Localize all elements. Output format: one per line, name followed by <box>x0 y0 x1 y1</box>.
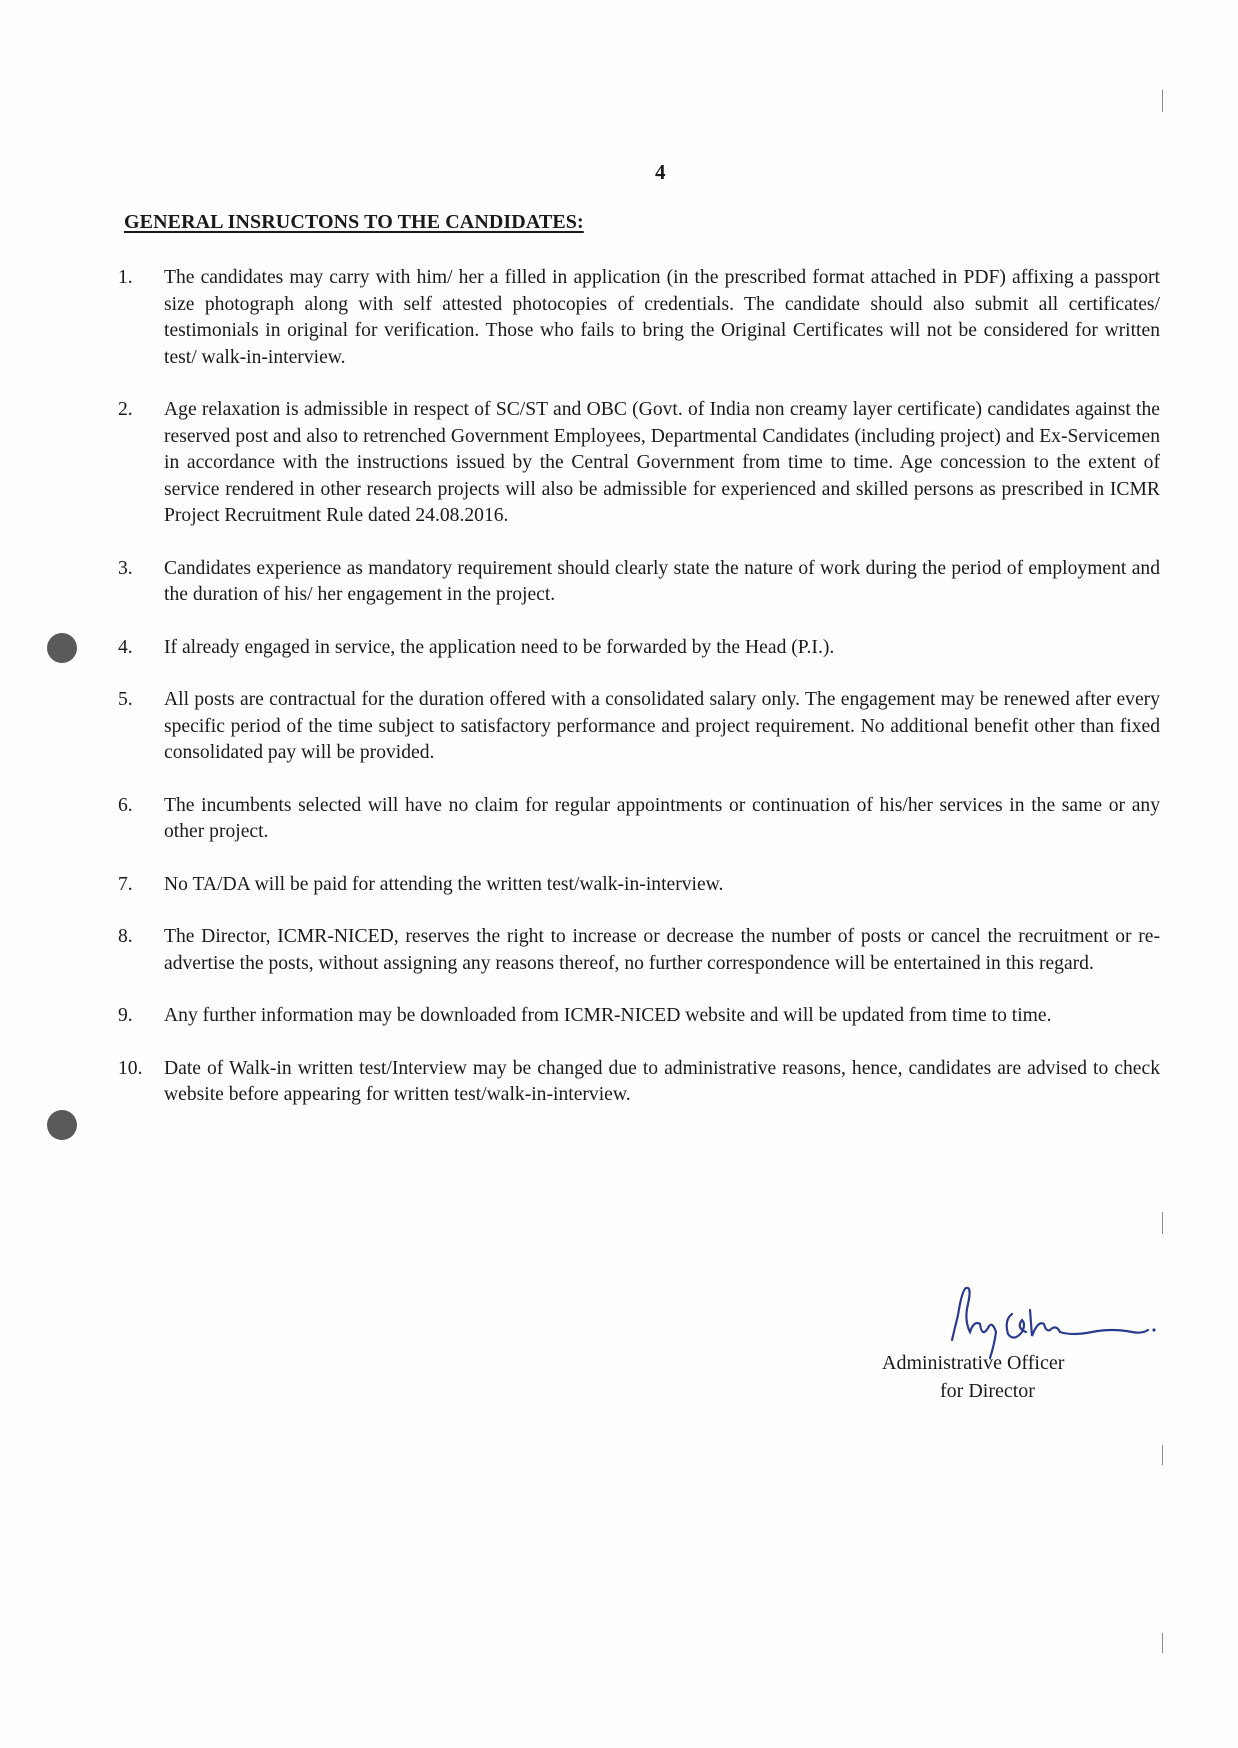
item-number: 4. <box>118 636 133 658</box>
list-item <box>118 687 1160 767</box>
item-text: Any further information may be downloaded from ICMR-NICED website and will be updated from time to time. <box>164 1005 1052 1026</box>
list-item <box>118 1056 1160 1109</box>
item-number: 6. <box>118 794 133 816</box>
list-item <box>118 397 1160 530</box>
list-item <box>118 872 1160 899</box>
item-text: Age relaxation is admissible in respect of SC/ST and OBC (Govt. of India non creamy layer certificate) candidates against the reserved post and also to retrenched Government Employees, Departmental Candidates (including project) and Ex-Servicemen in accordance with the instructions issued by the Central Government from time to time. Age concession to the extent of service rendered in other research projects will also be admissible for experienced and skilled persons as prescribed in ICMR Project Recruitment Rule dated 24.08.2016. <box>164 399 1160 526</box>
scan-edge-mark <box>1162 90 1163 112</box>
item-text: No TA/DA will be paid for attending the written test/walk-in-interview. <box>164 873 724 895</box>
item-text: Date of Walk-in written test/Interview may be changed due to administrative reasons, hence, candidates are advised to check website before appearing for written test/walk-in-interview. <box>164 1057 1160 1105</box>
scan-edge-mark <box>1162 1445 1163 1465</box>
item-number: 1. <box>118 267 133 288</box>
scan-edge-mark <box>1162 1633 1163 1653</box>
page-title: GENERAL INSRUCTONS TO THE CANDIDATES: <box>124 211 584 233</box>
item-number: 7. <box>118 873 133 895</box>
scan-edge-mark <box>1162 1212 1163 1234</box>
item-text: The incumbents selected will have no claim for regular appointments or continuation of his/her services in the same or any other project. <box>164 794 1160 842</box>
signatory-subtitle: for Director <box>940 1380 1035 1402</box>
punch-hole-icon <box>47 1110 77 1140</box>
item-number: 8. <box>118 926 133 947</box>
signatory-title: Administrative Officer <box>882 1352 1065 1374</box>
list-item <box>118 924 1160 977</box>
instructions-list <box>118 265 1160 1135</box>
page-number: 4 <box>655 160 666 184</box>
signature-block <box>882 1280 1212 1420</box>
item-text: Candidates experience as mandatory requirement should clearly state the nature of work during the period of employment and the duration of his/ her engagement in the project. <box>164 557 1160 605</box>
list-item <box>118 1003 1160 1030</box>
item-number: 3. <box>118 557 133 579</box>
item-number: 10. <box>118 1057 143 1079</box>
list-item <box>118 635 1160 662</box>
handwritten-signature-icon <box>942 1280 1192 1360</box>
item-text: The candidates may carry with him/ her a filled in application (in the prescribed format attached in PDF) affixing a passport size photograph along with self attested photocopies of credentials. The candidate should also submit all certificates/ testimonials in original for verification. Those who fails to bring the Original Certificates will not be considered for written test/ walk-in-interview. <box>164 267 1160 368</box>
item-text: The Director, ICMR-NICED, reserves the right to increase or decrease the number of posts or cancel the recruitment or re-advertise the posts, without assigning any reasons thereof, no further correspondence will be entertained in this regard. <box>164 926 1160 974</box>
item-text: All posts are contractual for the duration offered with a consolidated salary only. The engagement may be renewed after every specific period of the time subject to satisfactory performance and project requirement. No additional benefit other than fixed consolidated pay will be provided. <box>164 689 1160 763</box>
item-text: If already engaged in service, the application need to be forwarded by the Head (P.I.). <box>164 636 835 658</box>
list-item <box>118 793 1160 846</box>
item-number: 9. <box>118 1005 133 1026</box>
item-number: 2. <box>118 399 133 420</box>
item-number: 5. <box>118 689 133 710</box>
list-item <box>118 556 1160 609</box>
list-item <box>118 265 1160 371</box>
punch-hole-icon <box>47 633 77 663</box>
